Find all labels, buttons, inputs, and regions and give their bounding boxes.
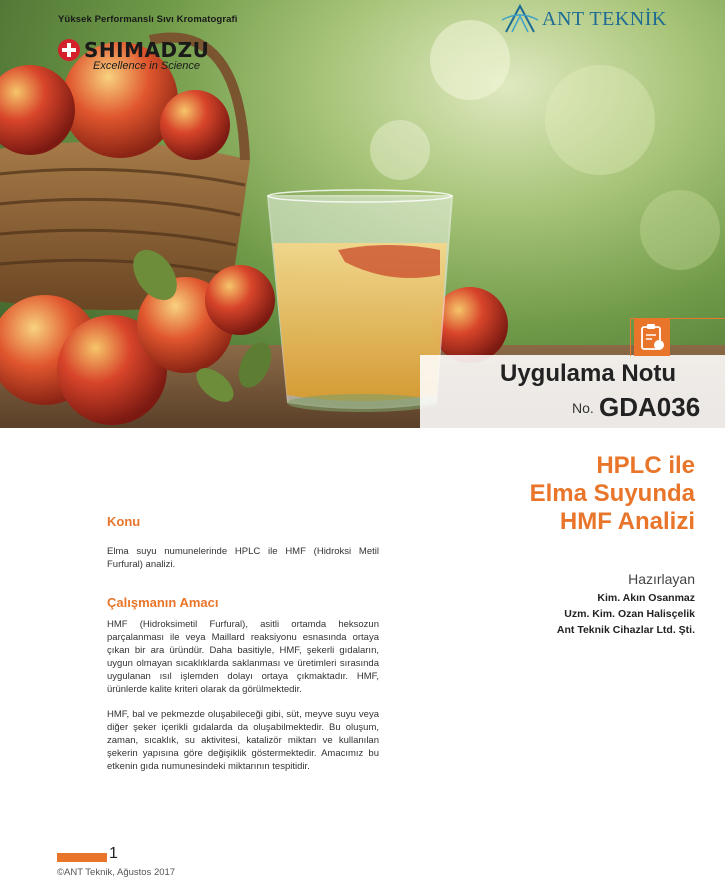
amac-paragraph-1: HMF (Hidroksimetil Furfural), asitli ortamda heksozun parçalanması ile veya Maillard reaksiyonu esnasında ortaya çıkan bir ara üründür. Daha basitiyle, HMF, şekerli gıdaların, uygun olmayan sıcaklıklarda saklanması ve üretimleri sırasında uygulanan ısıl işlemden dolayı ortaya çıkmaktadır. HMF, ürünlerde kalite kriteri olarak da görülmektedir. bbox=[107, 619, 379, 695]
ant-teknik-logo bbox=[500, 2, 667, 36]
page-number: 1 bbox=[109, 845, 118, 862]
footer-accent-bar bbox=[57, 853, 107, 862]
section-heading-amac: Çalışmanın Amacı bbox=[107, 595, 219, 610]
konu-text: Elma suyu numunelerinde HPLC ile HMF (Hidroksi Metil Furfural) analizi. bbox=[107, 546, 379, 570]
product-category-label: Yüksek Performanslı Sıvı Kromatografi bbox=[58, 14, 238, 25]
author-block bbox=[557, 571, 695, 638]
ant-teknik-logo-icon bbox=[500, 2, 540, 36]
note-number: GDA036 bbox=[599, 392, 701, 422]
note-title: Uygulama Notu bbox=[500, 360, 677, 387]
clipboard-apple-icon bbox=[634, 318, 670, 356]
amac-paragraph-2: HMF, bal ve pekmezde oluşabileceği gibi, süt, meyve suyu veya diğer şeker içerikli gıdalarda da oluşabilmektedir. Bu oluşum, zaman, sıcaklık, su aktivitesi, katalizör miktarı ve kullanılan şekerin yapısına göre değişiklik göstermektedir. Amacımız bu etkenin gıda numunesindeki miktarının tespitidir. bbox=[107, 709, 379, 772]
ant-teknik-wordmark: ANT TEKNİK bbox=[542, 7, 667, 30]
note-number-label: No. bbox=[572, 400, 594, 416]
author-2: Uzm. Kim. Ozan Halisçelik bbox=[564, 608, 695, 620]
author-heading: Hazırlayan bbox=[628, 571, 695, 587]
section-heading-konu: Konu bbox=[107, 514, 141, 529]
shimadzu-tagline: Excellence in Science bbox=[93, 60, 201, 72]
copyright-text: ©ANT Teknik, Ağustos 2017 bbox=[57, 867, 176, 878]
shimadzu-logo-icon bbox=[58, 39, 80, 61]
document-title bbox=[530, 452, 695, 536]
shimadzu-logo bbox=[58, 38, 209, 62]
shimadzu-wordmark: SHIMADZU bbox=[84, 38, 210, 62]
title-line-3: HMF Analizi bbox=[559, 508, 695, 535]
author-1: Kim. Akın Osanmaz bbox=[597, 592, 695, 604]
author-company: Ant Teknik Cihazlar Ltd. Şti. bbox=[556, 624, 695, 636]
title-line-2: Elma Suyunda bbox=[529, 480, 695, 507]
title-line-1: HPLC ile bbox=[596, 452, 695, 479]
